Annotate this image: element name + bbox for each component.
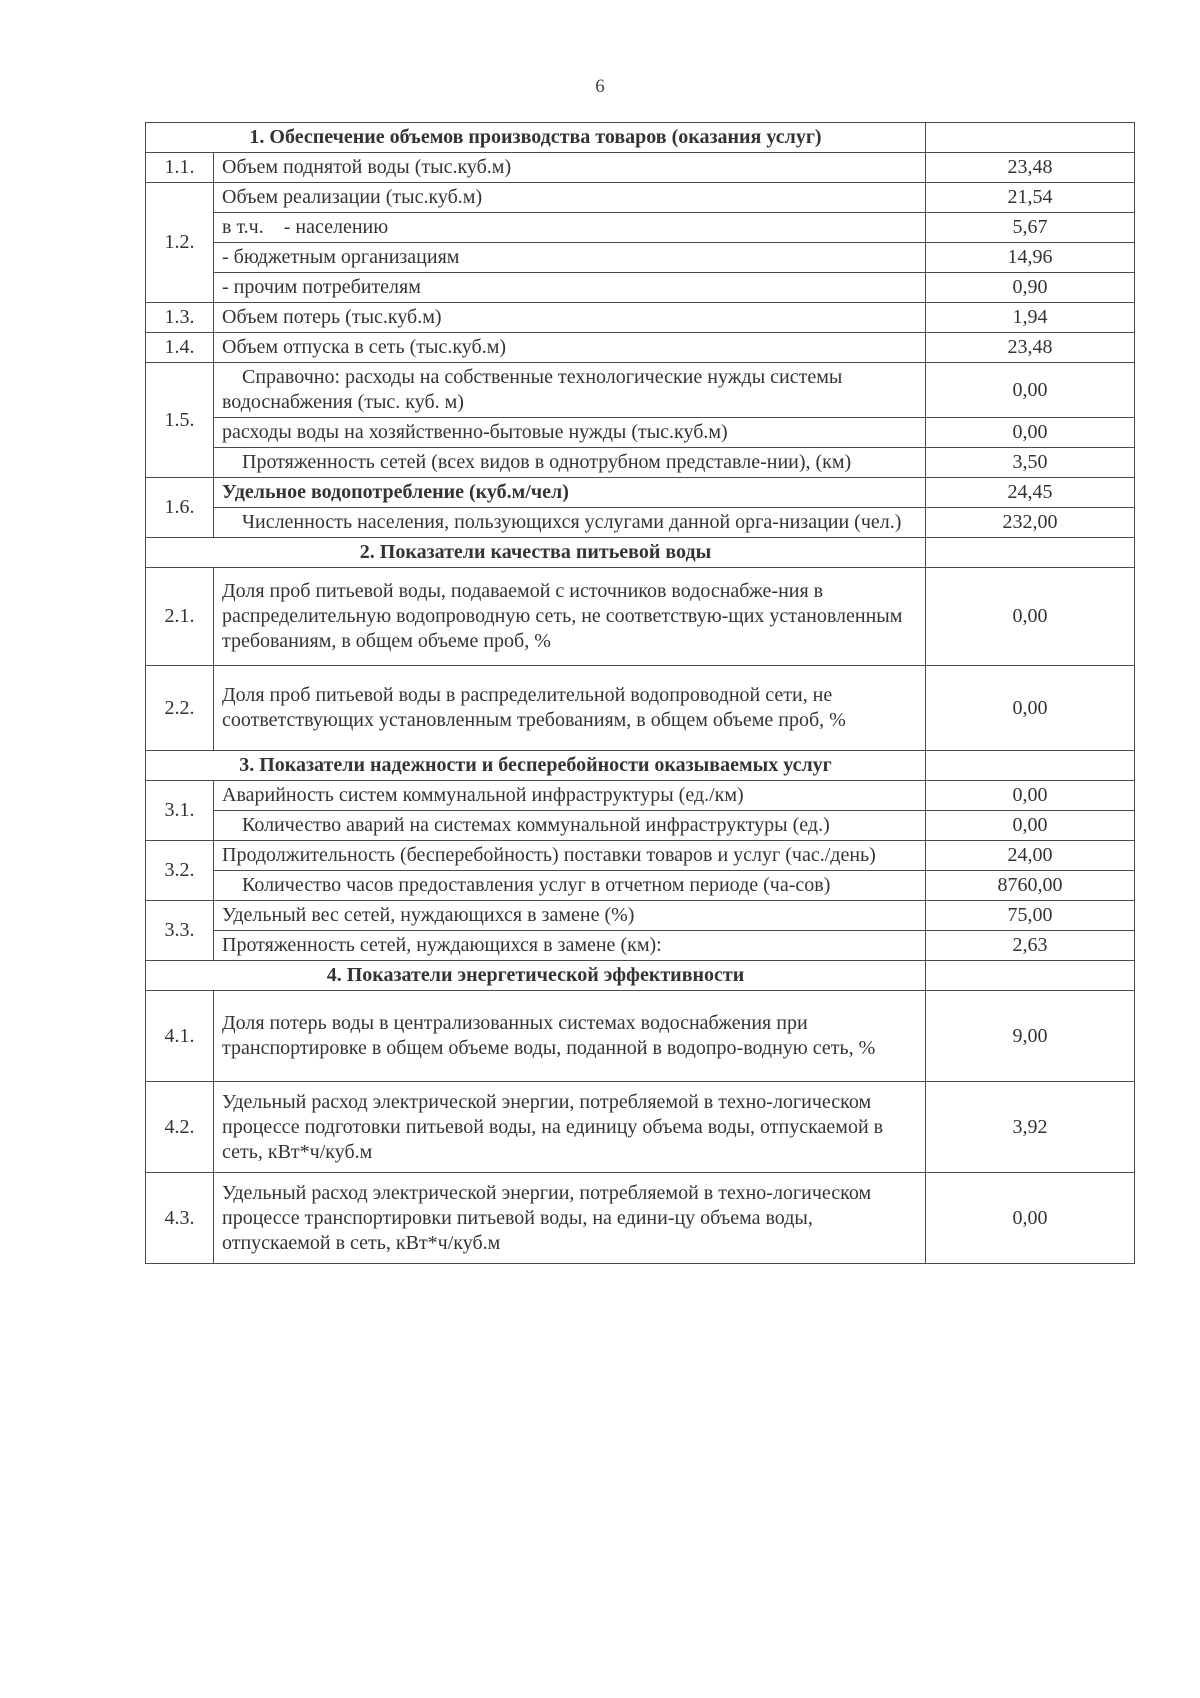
row-description: - бюджетным организациям [214, 243, 926, 273]
indicators-table [145, 122, 1135, 1264]
section-header-row [146, 123, 1135, 153]
row-description: Удельный расход электрической энергии, потребляемой в техно-логическом процессе транспортировки питьевой воды, на едини-цу объема воды, отпускаемой в сеть, кВт*ч/куб.м [214, 1173, 926, 1264]
row-number: 1.2. [146, 183, 214, 303]
table-row [146, 418, 1135, 448]
row-value: 0,00 [926, 781, 1135, 811]
table-row [146, 478, 1135, 508]
table-row [146, 568, 1135, 666]
section-header-row [146, 538, 1135, 568]
row-number: 1.1. [146, 153, 214, 183]
table-row [146, 871, 1135, 901]
row-value: 1,94 [926, 303, 1135, 333]
table-row [146, 183, 1135, 213]
row-number: 1.4. [146, 333, 214, 363]
row-value: 0,00 [926, 568, 1135, 666]
row-description: Справочно: расходы на собственные технологические нужды системы водоснабжения (тыс. куб. м) [214, 363, 926, 418]
row-number: 4.3. [146, 1173, 214, 1264]
row-value: 23,48 [926, 333, 1135, 363]
row-number: 2.1. [146, 568, 214, 666]
row-description: - прочим потребителям [214, 273, 926, 303]
table-row [146, 213, 1135, 243]
row-description: Доля проб питьевой воды в распределительной водопроводной сети, не соответствующих установленным требованиям, в общем объеме проб, % [214, 666, 926, 751]
row-value: 21,54 [926, 183, 1135, 213]
row-number: 3.3. [146, 901, 214, 961]
table-row [146, 303, 1135, 333]
row-value: 0,00 [926, 666, 1135, 751]
row-value: 3,50 [926, 448, 1135, 478]
section-empty-cell [926, 538, 1135, 568]
row-description: Объем реализации (тыс.куб.м) [214, 183, 926, 213]
row-value: 8760,00 [926, 871, 1135, 901]
row-description: Удельный вес сетей, нуждающихся в замене (%) [214, 901, 926, 931]
row-number: 1.5. [146, 363, 214, 478]
row-value: 3,92 [926, 1082, 1135, 1173]
row-number: 3.2. [146, 841, 214, 901]
row-description: Протяженность сетей (всех видов в однотрубном представле-нии), (км) [214, 448, 926, 478]
table-row [146, 1082, 1135, 1173]
row-number: 3.1. [146, 781, 214, 841]
table-row [146, 781, 1135, 811]
section-empty-cell [926, 961, 1135, 991]
row-value: 9,00 [926, 991, 1135, 1082]
table-row [146, 448, 1135, 478]
table-row [146, 666, 1135, 751]
section-empty-cell [926, 751, 1135, 781]
row-value: 0,00 [926, 811, 1135, 841]
row-value: 0,00 [926, 363, 1135, 418]
row-description: Аварийность систем коммунальной инфраструктуры (ед./км) [214, 781, 926, 811]
section-title: 2. Показатели качества питьевой воды [146, 538, 926, 568]
section-header-row [146, 751, 1135, 781]
row-value: 24,45 [926, 478, 1135, 508]
row-number: 2.2. [146, 666, 214, 751]
row-number: 4.1. [146, 991, 214, 1082]
row-description: Доля проб питьевой воды, подаваемой с источников водоснабже-ния в распределительную водопроводную сеть, не соответствую-щих установленным требованиям, в общем объеме проб, % [214, 568, 926, 666]
row-description: Протяженность сетей, нуждающихся в замене (км): [214, 931, 926, 961]
table-row [146, 333, 1135, 363]
section-empty-cell [926, 123, 1135, 153]
table-row [146, 363, 1135, 418]
section-title: 3. Показатели надежности и бесперебойности оказываемых услуг [146, 751, 926, 781]
row-description: Численность населения, пользующихся услугами данной орга-низации (чел.) [214, 508, 926, 538]
row-description: Объем поднятой воды (тыс.куб.м) [214, 153, 926, 183]
table-row [146, 841, 1135, 871]
table-row [146, 243, 1135, 273]
row-number: 4.2. [146, 1082, 214, 1173]
row-description: Объем потерь (тыс.куб.м) [214, 303, 926, 333]
row-value: 75,00 [926, 901, 1135, 931]
row-value: 0,90 [926, 273, 1135, 303]
page-number: 6 [595, 76, 605, 97]
row-description: Доля потерь воды в централизованных системах водоснабжения при транспортировке в общем объеме воды, поданной в водопро-водную сеть, % [214, 991, 926, 1082]
row-description: Количество аварий на системах коммунальной инфраструктуры (ед.) [214, 811, 926, 841]
table-row [146, 931, 1135, 961]
row-number: 1.3. [146, 303, 214, 333]
row-value: 0,00 [926, 418, 1135, 448]
row-number: 1.6. [146, 478, 214, 538]
table-row [146, 991, 1135, 1082]
section-header-row [146, 961, 1135, 991]
table-row [146, 273, 1135, 303]
row-value: 5,67 [926, 213, 1135, 243]
row-description: расходы воды на хозяйственно-бытовые нужды (тыс.куб.м) [214, 418, 926, 448]
section-title: 1. Обеспечение объемов производства товаров (оказания услуг) [146, 123, 926, 153]
row-value: 14,96 [926, 243, 1135, 273]
table-row [146, 811, 1135, 841]
row-value: 232,00 [926, 508, 1135, 538]
section-title: 4. Показатели энергетической эффективности [146, 961, 926, 991]
row-value: 23,48 [926, 153, 1135, 183]
table-row [146, 508, 1135, 538]
row-value: 2,63 [926, 931, 1135, 961]
row-description: Удельный расход электрической энергии, потребляемой в техно-логическом процессе подготовки питьевой воды, на единицу объема воды, отпускаемой в сеть, кВт*ч/куб.м [214, 1082, 926, 1173]
row-description: Объем отпуска в сеть (тыс.куб.м) [214, 333, 926, 363]
row-description: Количество часов предоставления услуг в отчетном периоде (ча-сов) [214, 871, 926, 901]
row-description: Удельное водопотребление (куб.м/чел) [214, 478, 926, 508]
row-value: 0,00 [926, 1173, 1135, 1264]
row-description: в т.ч. - населению [214, 213, 926, 243]
table-row [146, 1173, 1135, 1264]
table-row [146, 901, 1135, 931]
table-row [146, 153, 1135, 183]
row-value: 24,00 [926, 841, 1135, 871]
row-description: Продолжительность (бесперебойность) поставки товаров и услуг (час./день) [214, 841, 926, 871]
